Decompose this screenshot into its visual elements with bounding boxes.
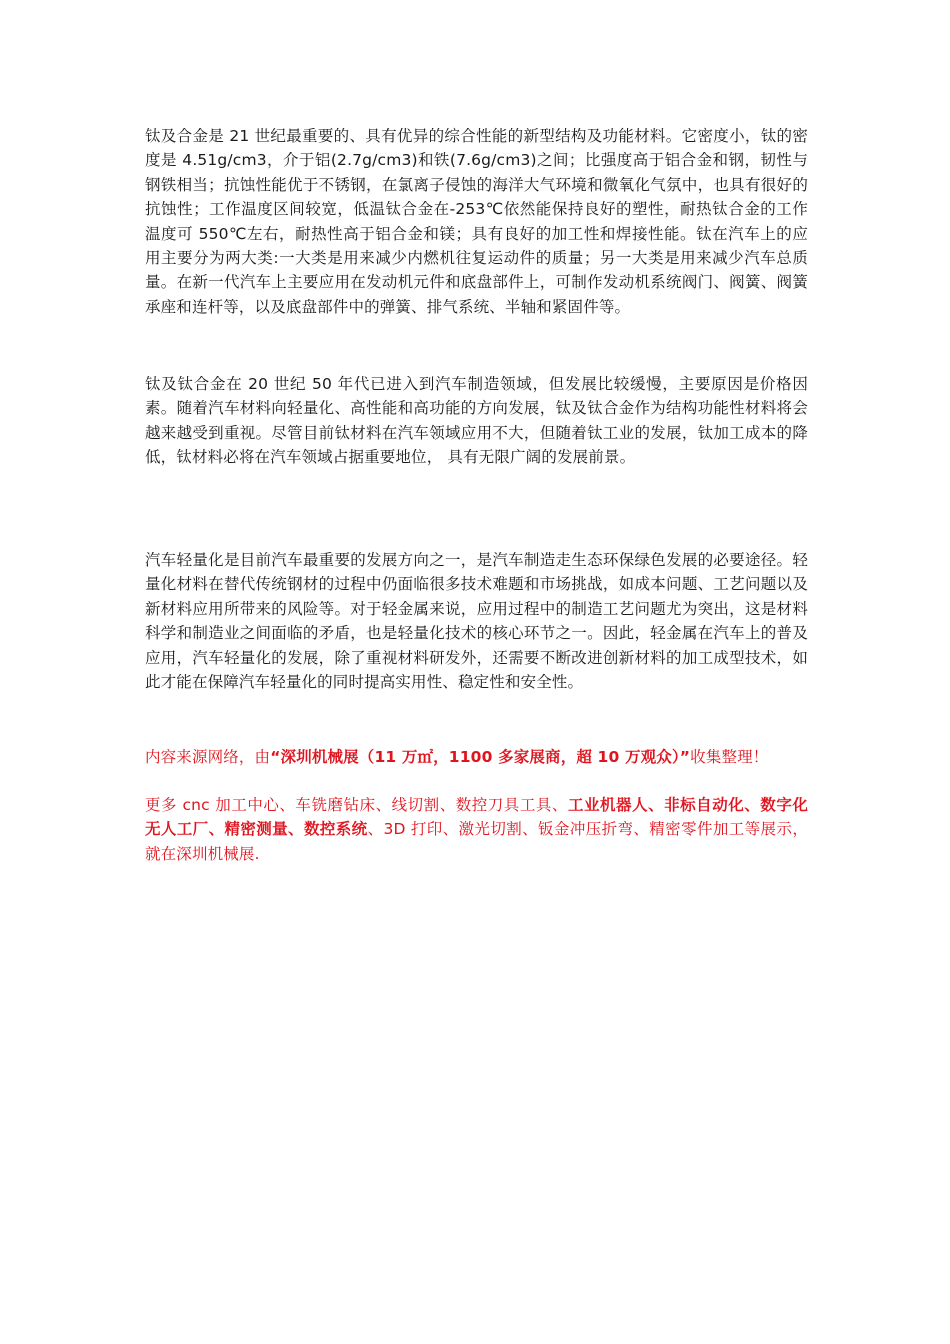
source-note-exhibition: “深圳机械展（11 万㎡，1100 多家展商，超 10 万观众）”: [270, 748, 691, 766]
promo-note-part-2: 、3D 打印、激光切割、钣金冲压折弯、精密零件加工等展示，就在深圳机械展.: [145, 820, 809, 863]
promo-note-part-1: 更多 cnc 加工中心、车铣磨钻床、线切割、数控刀具工具、: [145, 796, 568, 814]
paragraph-vehicle-lightweighting: 汽车轻量化是目前汽车最重要的发展方向之一，是汽车制造走生态环保绿色发展的必要途径。轻量化材料在替代传统钢材的过程中仍面临很多技术难题和市场挑战，如成本问题、工艺问题以及新材料应用所带来的风险等。对于轻金属来说，应用过程中的制造工艺问题尤为突出，这是材料科学和制造业之间面临的矛盾，也是轻量化技术的核心环节之一。因此，轻金属在汽车上的普及应用，汽车轻量化的发展，除了重视材料研发外，还需要不断改进创新材料的加工成型技术，如此才能在保障汽车轻量化的同时提高实用性、稳定性和安全性。: [145, 551, 808, 692]
promo-note: [145, 793, 808, 866]
source-note: [145, 745, 808, 769]
source-note-suffix: 收集整理！: [690, 748, 769, 766]
promo-note-highlight: 工业机器人、非标自动化、数字化无人工厂、精密测量、数控系统: [145, 796, 808, 839]
paragraph-titanium-properties: 钛及合金是 21 世纪最重要的、具有优异的综合性能的新型结构及功能材料。它密度小，钛的密度是 4.51g/cm3，介于铝(2.7g/cm3)和铁(7.6g/cm3)之间；比强度高于铝合金和钢，韧性与钢铁相当；抗蚀性能优于不锈钢，在氯离子侵蚀的海洋大气环境和微氧化气氛中，也具有很好的抗蚀性；工作温度区间较宽，低温钛合金在-253℃依然能保持良好的塑性，耐热钛合金的工作温度可 550℃左右，耐热性高于铝合金和镁；具有良好的加工性和焊接性能。钛在汽车上的应用主要分为两大类:一大类是用来减少内燃机往复运动件的质量；另一大类是用来减少汽车总质量。在新一代汽车上主要应用在发动机元件和底盘部件上，可制作发动机系统阀门、阀簧、阀簧承座和连杆等，以及底盘部件中的弹簧、排气系统、半轴和紧固件等。: [145, 127, 808, 316]
paragraph-titanium-automotive-history: 钛及钛合金在 20 世纪 50 年代已进入到汽车制造领域，但发展比较缓慢，主要原因是价格因素。随着汽车材料向轻量化、高性能和高功能的方向发展，钛及钛合金作为结构功能性材料将会越来越受到重视。尽管目前钛材料在汽车领域应用不大，但随着钛工业的发展，钛加工成本的降低，钛材料必将在汽车领域占据重要地位， 具有无限广阔的发展前景。: [145, 375, 808, 467]
source-note-prefix: 内容来源网络，由: [145, 748, 271, 766]
